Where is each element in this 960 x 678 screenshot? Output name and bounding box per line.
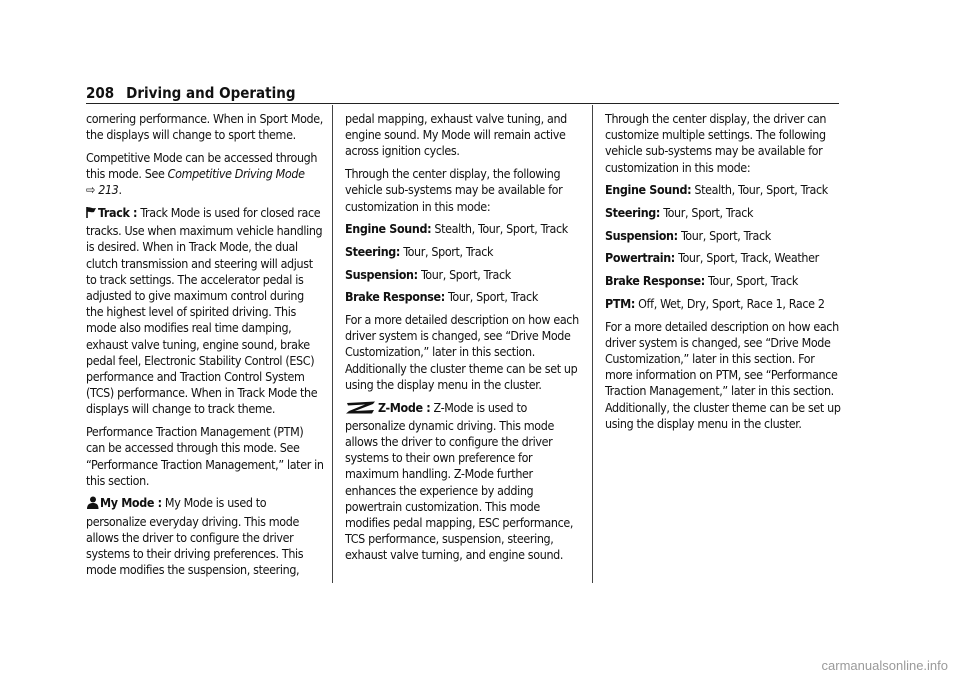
paragraph: Through the center display, the following vehicle sub-systems may be available for customization in this mode:	[345, 166, 563, 214]
paragraph	[86, 150, 324, 199]
setting-value: Stealth, Tour, Sport, Track	[431, 221, 568, 237]
setting-label: Brake Response:	[605, 273, 705, 289]
track-text: Track Mode is used for closed race tracks. Use when maximum vehicle handling is desired. When in Track Mode, the dual clutch transmission and steering will adjust to track settings. The accelerator pedal is adjusted to give maximum control during the highest level of spirited driving. This mode also modifies real time damping, exhaust valve tuning, engine sound, brake pedal feel, Electronic Stability Control (ESC) performance and Traction Control System (TCS) performance. When in Track Mode the displays will change to track theme.	[86, 205, 323, 417]
setting-value: Stealth, Tour, Sport, Track	[691, 182, 828, 198]
header-rule	[86, 103, 839, 104]
column-2	[345, 111, 583, 570]
paragraph: Through the center display, the driver can customize multiple settings. The following vehicle sub-systems may be available for customization in this mode:	[605, 111, 827, 175]
text: .	[118, 182, 122, 198]
page-header	[86, 84, 296, 102]
z-mode-icon	[345, 401, 377, 418]
setting-label: Steering:	[605, 205, 661, 221]
setting-label: Suspension:	[345, 266, 418, 282]
competitive-mode-link[interactable]: Competitive Driving Mode	[167, 166, 305, 182]
setting-value: Tour, Sport, Track	[660, 205, 754, 221]
paragraph-z-mode	[345, 400, 583, 564]
my-mode-text: My Mode is used to personalize everyday driving. This mode allows the driver to configure the driver systems to their driving preferences. This mode modifies the suspension, steering,	[86, 495, 304, 578]
setting-item	[605, 205, 843, 221]
my-mode-label: My Mode :	[100, 495, 162, 511]
setting-value: Tour, Sport, Track	[417, 266, 511, 282]
setting-value: Tour, Sport, Track	[444, 289, 538, 305]
z-mode-label: Z-Mode :	[378, 399, 431, 415]
setting-item	[605, 228, 843, 244]
setting-item	[345, 267, 583, 283]
setting-value: Tour, Sport, Track	[400, 243, 494, 259]
setting-value: Tour, Sport, Track	[677, 227, 771, 243]
paragraph: Performance Traction Management (PTM) can be accessed through this mode. See “Performance Traction Management,” later in this section.	[86, 424, 324, 488]
setting-value: Off, Wet, Dry, Sport, Race 1, Race 2	[634, 295, 825, 311]
column-divider	[592, 105, 593, 583]
column-divider	[332, 105, 333, 583]
my-mode-person-icon	[86, 496, 99, 513]
setting-label: Brake Response:	[345, 289, 445, 305]
setting-item	[345, 244, 583, 260]
setting-item	[345, 289, 583, 305]
z-mode-text: Z-Mode is used to personalize dynamic driving. This mode allows the driver to configure the driver systems to their own preference for maximum handling. Z-Mode further enhances the experience by adding powertrain customization. This mode modifies pedal mapping, ESC performance, TCS performance, suspension, steering, exhaust valve turning, and engine sound.	[345, 399, 574, 563]
track-label: Track :	[98, 205, 138, 221]
page-ref-link[interactable]: 213	[98, 182, 119, 198]
track-flag-icon	[86, 206, 97, 223]
setting-label: Powertrain:	[605, 250, 675, 266]
page-number: 208	[86, 84, 115, 102]
paragraph-my-mode	[86, 495, 324, 578]
setting-item	[345, 221, 583, 237]
text: Competitive Mode can be accessed through this mode. See	[86, 149, 318, 182]
setting-label: PTM:	[605, 295, 635, 311]
setting-value: Tour, Sport, Track, Weather	[674, 250, 819, 266]
section-title: Driving and Operating	[126, 84, 296, 102]
paragraph: For a more detailed description on how each driver system is changed, see “Drive Mode Customization,” later in this section. For more information on PTM, see “Performance Traction Management,” later in this section. Additionally, the cluster theme can be set up using the display menu in the cluster.	[605, 318, 841, 431]
watermark: carmanualsonline.info	[821, 658, 948, 673]
paragraph: cornering performance. When in Sport Mode, the displays will change to sport theme.	[86, 111, 323, 143]
paragraph: pedal mapping, exhaust valve tuning, and engine sound. My Mode will remain active across ignition cycles.	[345, 111, 567, 159]
setting-label: Engine Sound:	[345, 221, 432, 237]
setting-item	[605, 273, 843, 289]
setting-item	[605, 296, 843, 312]
page-ref-arrow-icon: ⇨	[86, 182, 95, 198]
setting-label: Suspension:	[605, 227, 678, 243]
setting-item	[605, 250, 843, 266]
setting-item	[605, 182, 843, 198]
paragraph-track-mode	[86, 205, 324, 418]
column-3	[605, 111, 843, 438]
setting-label: Engine Sound:	[605, 182, 692, 198]
column-1	[86, 111, 324, 585]
paragraph: For a more detailed description on how each driver system is changed, see “Drive Mode Customization,” later in this section. Additionally the cluster theme can be set up using the display menu in the cluster.	[345, 312, 579, 392]
setting-value: Tour, Sport, Track	[704, 273, 798, 289]
setting-label: Steering:	[345, 243, 401, 259]
